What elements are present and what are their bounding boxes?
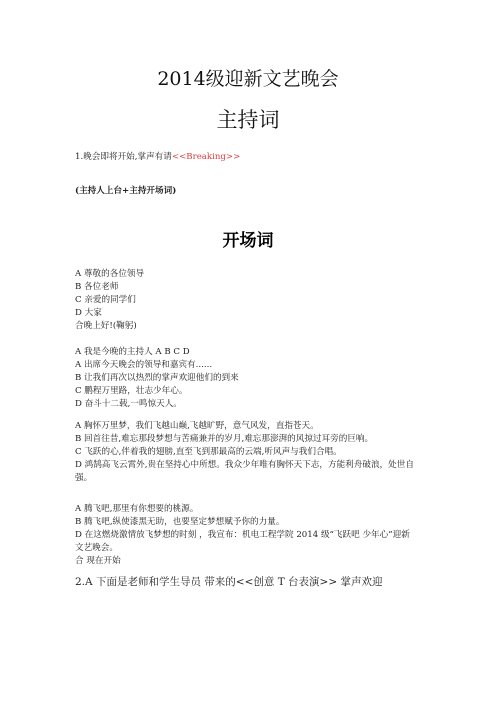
launch-block [75, 503, 417, 568]
dream-block [75, 420, 417, 485]
script-line: B 让我们再次以热烈的掌声欢迎他们的到来 [75, 373, 239, 383]
program-item-2: 2.A 下面是老师和学生导员 带来的<<创意 T 台表演>> 掌声欢迎 [75, 576, 383, 588]
section-heading: 开场词 [222, 231, 274, 251]
greeting-line: D 大家 [75, 308, 102, 318]
script-line: B 回首往昔,难忘那段梦想与苦痛兼并的岁月,难忘那澎湃的风掠过耳旁的巨响。 [75, 434, 374, 444]
intro-block [75, 346, 417, 411]
script-line: C 飞跃的心,伴着我的翅膀,直至飞到那最高的云端,听风声与我们合唱。 [75, 447, 342, 457]
greetings-block [75, 268, 417, 333]
greeting-line: A 尊敬的各位领导 [75, 269, 145, 279]
script-line: A 腾飞吧,那里有你想要的桃源。 [75, 504, 199, 514]
script-line: A 胸怀万里梦，我们飞越山巅,飞越旷野，意气风发，直指苍天。 [75, 421, 319, 431]
script-line: B 腾飞吧,纵使漆黑无助，也要坚定梦想赋予你的力量。 [75, 517, 285, 527]
script-line: 合 现在开始 [75, 556, 121, 566]
greeting-line: 合晚上好!(鞠躬) [75, 321, 137, 331]
script-line: C 鹏程万里路，壮志少年心。 [75, 386, 188, 396]
script-line: D 奋斗十二载,一鸣惊天人。 [75, 399, 182, 409]
script-line: D 鸿鹄高飞云霄外,贵在坚持心中所想。我众少年唯有胸怀天下志，方能利舟破浪，处世自强。 [75, 460, 414, 483]
intro-prefix: 1.晚会即将开始,掌声有请 [75, 152, 172, 162]
script-line: A 我是今晚的主持人 A B C D [75, 347, 190, 357]
document-title: 2014级迎新文艺晚会 [157, 68, 339, 90]
script-line: A 出席今天晚会的领导和嘉宾有...... [75, 360, 213, 370]
greeting-line: C 亲爱的同学们 [75, 295, 136, 305]
stage-note: (主持人上台+主持开场词) [75, 186, 177, 196]
document-subtitle: 主持词 [216, 108, 280, 132]
greeting-line: B 各位老师 [75, 282, 119, 292]
intro-highlight: <<Breaking>> [171, 152, 241, 162]
script-line: D 在这燃烧激情放飞梦想的时刻 ，我宣布：机电工程学院 2014 级“飞跃吧 少年心”迎新文艺晚会。 [75, 530, 410, 553]
intro-line [75, 152, 240, 163]
